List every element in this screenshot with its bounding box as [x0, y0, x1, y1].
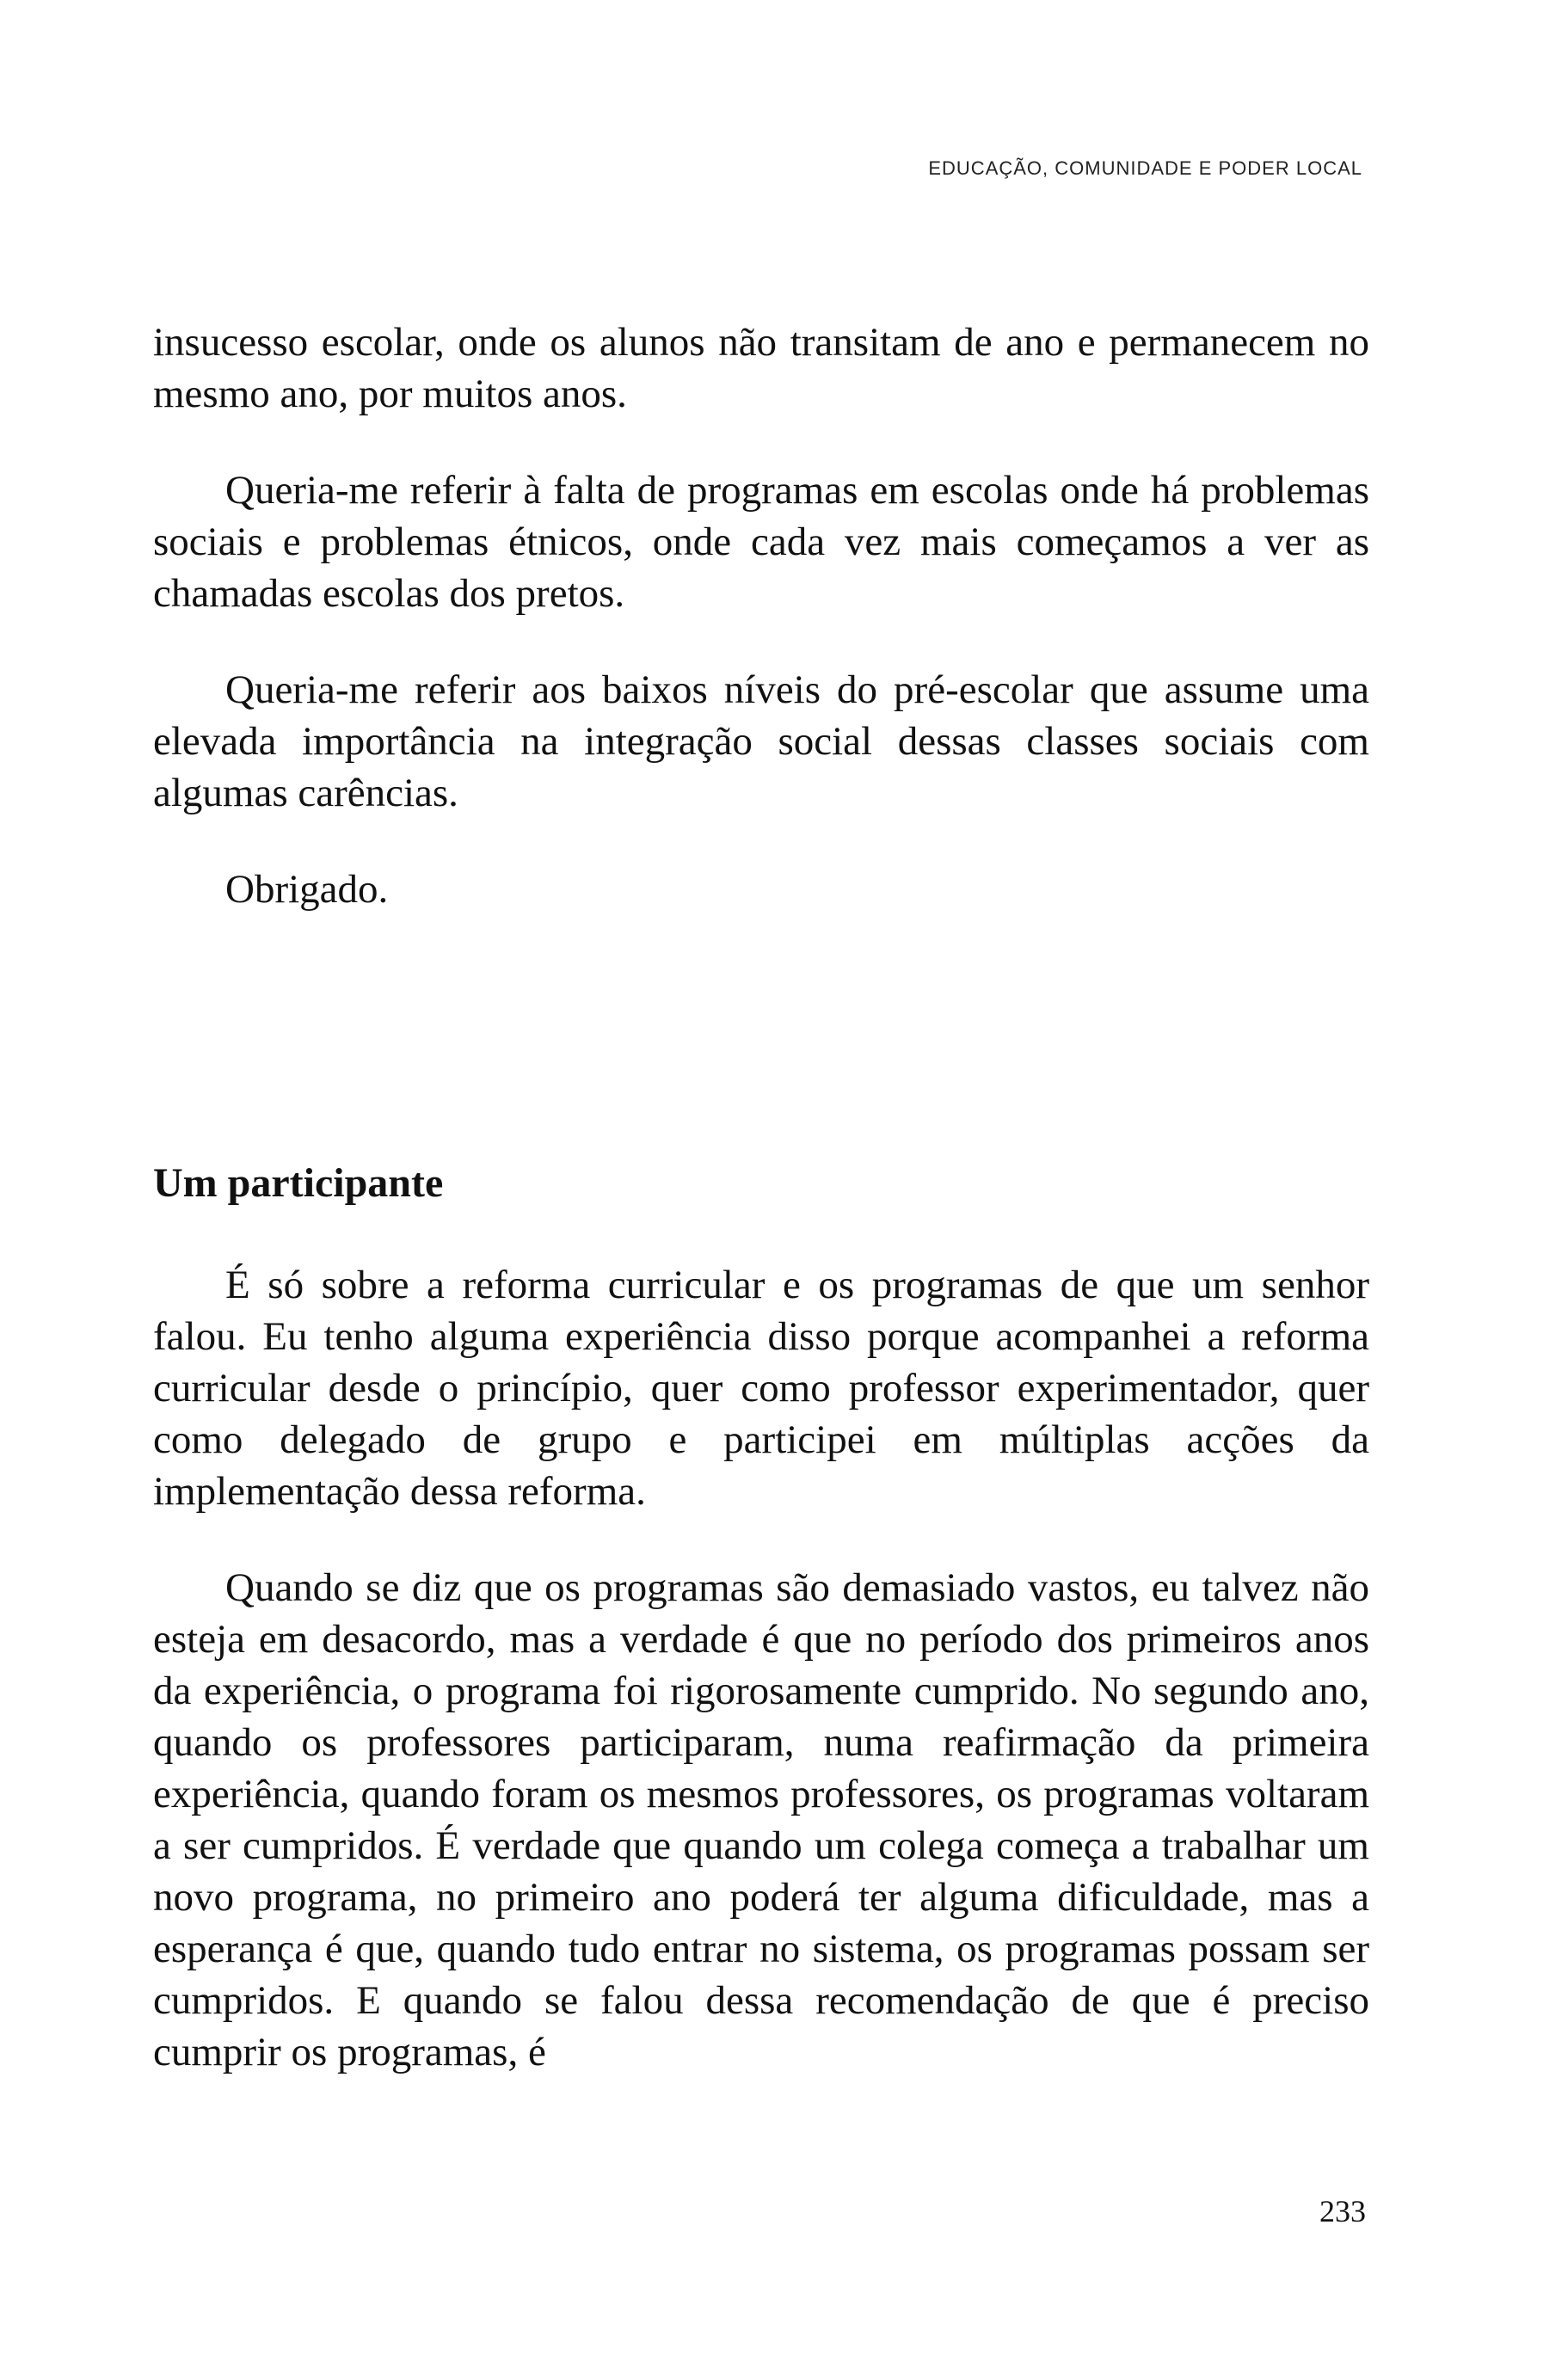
text-block-top — [153, 317, 1369, 915]
section-heading: Um participante — [153, 1160, 444, 1206]
paragraph-programs-vast: Quando se diz que os programas são demasiado vastos, eu talvez não esteja em desacordo, mas a verdade é que no período dos primeiros anos da experiência, o programa foi rigorosamente cumprido. No segundo ano, quando os professores participaram, numa reafirmação da primeira experiência, quando foram os mesmos professores, os programas voltaram a ser cumpridos. É verdade que quando um colega começa a trabalhar um novo programa, no primeiro ano poderá ter alguma dificuldade, mas a esperança é que, quando tudo entrar no sistema, os programas possam ser cumpridos. E quando se falou dessa recomendação de que é preciso cumprir os programas, é — [153, 1565, 1369, 2074]
paragraph-programs-lack: Queria-me referir à falta de programas em escolas onde há problemas sociais e problemas étnicos, onde cada vez mais começamos a ver as chamadas escolas dos pretos. — [153, 468, 1369, 616]
paragraph-continuation: insucesso escolar, onde os alunos não transitam de ano e permanecem no mesmo ano, por muitos anos. — [153, 320, 1369, 416]
running-header: EDUCAÇÃO, COMUNIDADE E PODER LOCAL — [928, 157, 1362, 179]
page-number: 233 — [1319, 2194, 1366, 2228]
paragraph-preschool: Queria-me referir aos baixos níveis do pré-escolar que assume uma elevada importância na integração social dessas classes sociais com algumas carências. — [153, 667, 1369, 815]
paragraph-curricular-reform: É só sobre a reforma curricular e os programas de que um senhor falou. Eu tenho alguma experiência disso porque acompanhei a reforma curricular desde o princípio, quer como professor experimentador, quer como delegado de grupo e participei em múltiplas acções da implementação dessa reforma. — [153, 1263, 1369, 1514]
section-participant — [153, 1158, 1369, 2078]
paragraph-thanks: Obrigado. — [225, 867, 389, 912]
